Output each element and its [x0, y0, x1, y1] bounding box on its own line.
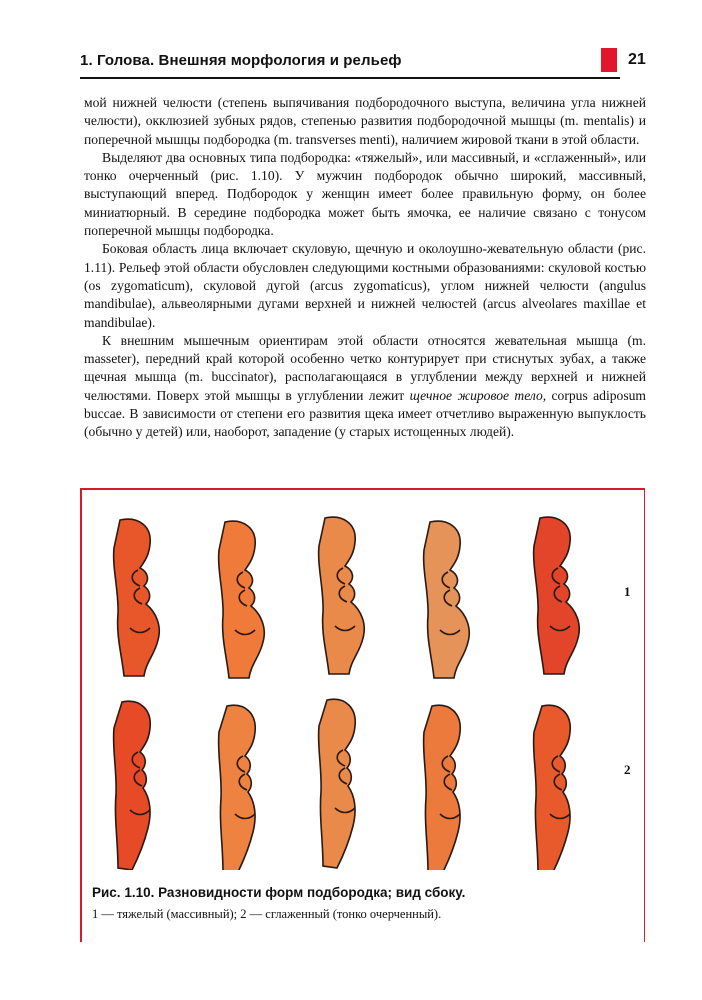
- page-number: 21: [628, 51, 646, 68]
- chin-profile: [114, 701, 151, 870]
- header-rule: [80, 77, 620, 79]
- chin-profile: [424, 521, 470, 678]
- chin-profile: [534, 517, 580, 674]
- paragraph: Боковая область лица включает скуловую, щечную и околоушно-жевательную области (рис. 1.11). Рельеф этой области обусловлен следующими костными образованиями: скуловой костью (os zygomaticum), скуловой дугой (arcus zygomaticus), углом нижней челюсти (angulus mandibulae), альвеолярными дугами верхней и нижней челюстей (arcus alveolares maxillae et mandibulae).: [84, 241, 646, 330]
- row-label-2: 2: [624, 762, 631, 777]
- chin-profiles-illustration: [90, 500, 620, 870]
- profile-row-2: [114, 699, 571, 870]
- paragraph-part: , corpus adiposum buccae. В зависимости от степени его развития щека имеет отчетливо выраженную выпуклость (обычно у детей) или, наоборот, западение (у старых истощенных людей).: [84, 387, 646, 440]
- chin-profile: [534, 705, 571, 870]
- paragraph: [84, 332, 646, 442]
- figure-caption-text: 1 — тяжелый (массивный); 2 — сглаженный (тонко очерченный).: [92, 907, 442, 921]
- frame-line: [80, 488, 82, 942]
- figure-caption-title: Рис. 1.10. Разновидности форм подбородка; вид сбоку.: [92, 885, 466, 900]
- paragraph: мой нижней челюсти (степень выпячивания подбородочного выступа, величина угла нижней челюсти), окклюзией зубных рядов, степенью развития подбородочной мышцы (m. mentalis) и поперечной мышцы подбородка (m. transverses menti), наличием жировой ткани в этой области.: [84, 95, 646, 147]
- chin-profile: [219, 705, 256, 870]
- row-label-1: 1: [624, 584, 631, 599]
- frame-line: [80, 488, 645, 490]
- chin-profile: [319, 699, 356, 868]
- chin-profile: [424, 705, 461, 870]
- paragraph: Выделяют два основных типа подбородка: «тяжелый», или массивный, и «сглаженный», или тонко очерченный (рис. 1.10). У мужчин подбородок обычно широкий, массивный, выступающий вперед. Подбородок у женщин имеет более правильную форму, он более миниатюрный. В середине подбородка может быть ямочка, ее наличие связано с тонусом поперечной мышцы подбородка.: [84, 149, 646, 239]
- chin-profile: [319, 517, 365, 674]
- running-header: [80, 40, 650, 80]
- profile-row-1: [114, 517, 580, 678]
- paragraph-part: К внешним мышечным ориентирам этой области относятся жевательная мышца (m. masseter), передний край которой особенно четко контурирует при стиснутых зубах, а также щечная мышца (m. buccinator), располагающаяся в углублении между верхней и нижней челюстями. Поверх этой мышцы в углублении лежит: [84, 332, 646, 403]
- chin-profile: [219, 521, 265, 678]
- chapter-title: 1. Голова. Внешняя морфология и рельеф: [80, 52, 402, 69]
- italic-term: щечное жировое тело: [409, 387, 543, 403]
- body-text: [84, 94, 646, 442]
- chin-profile: [114, 519, 160, 676]
- frame-line: [644, 488, 646, 942]
- accent-mark: [601, 48, 617, 72]
